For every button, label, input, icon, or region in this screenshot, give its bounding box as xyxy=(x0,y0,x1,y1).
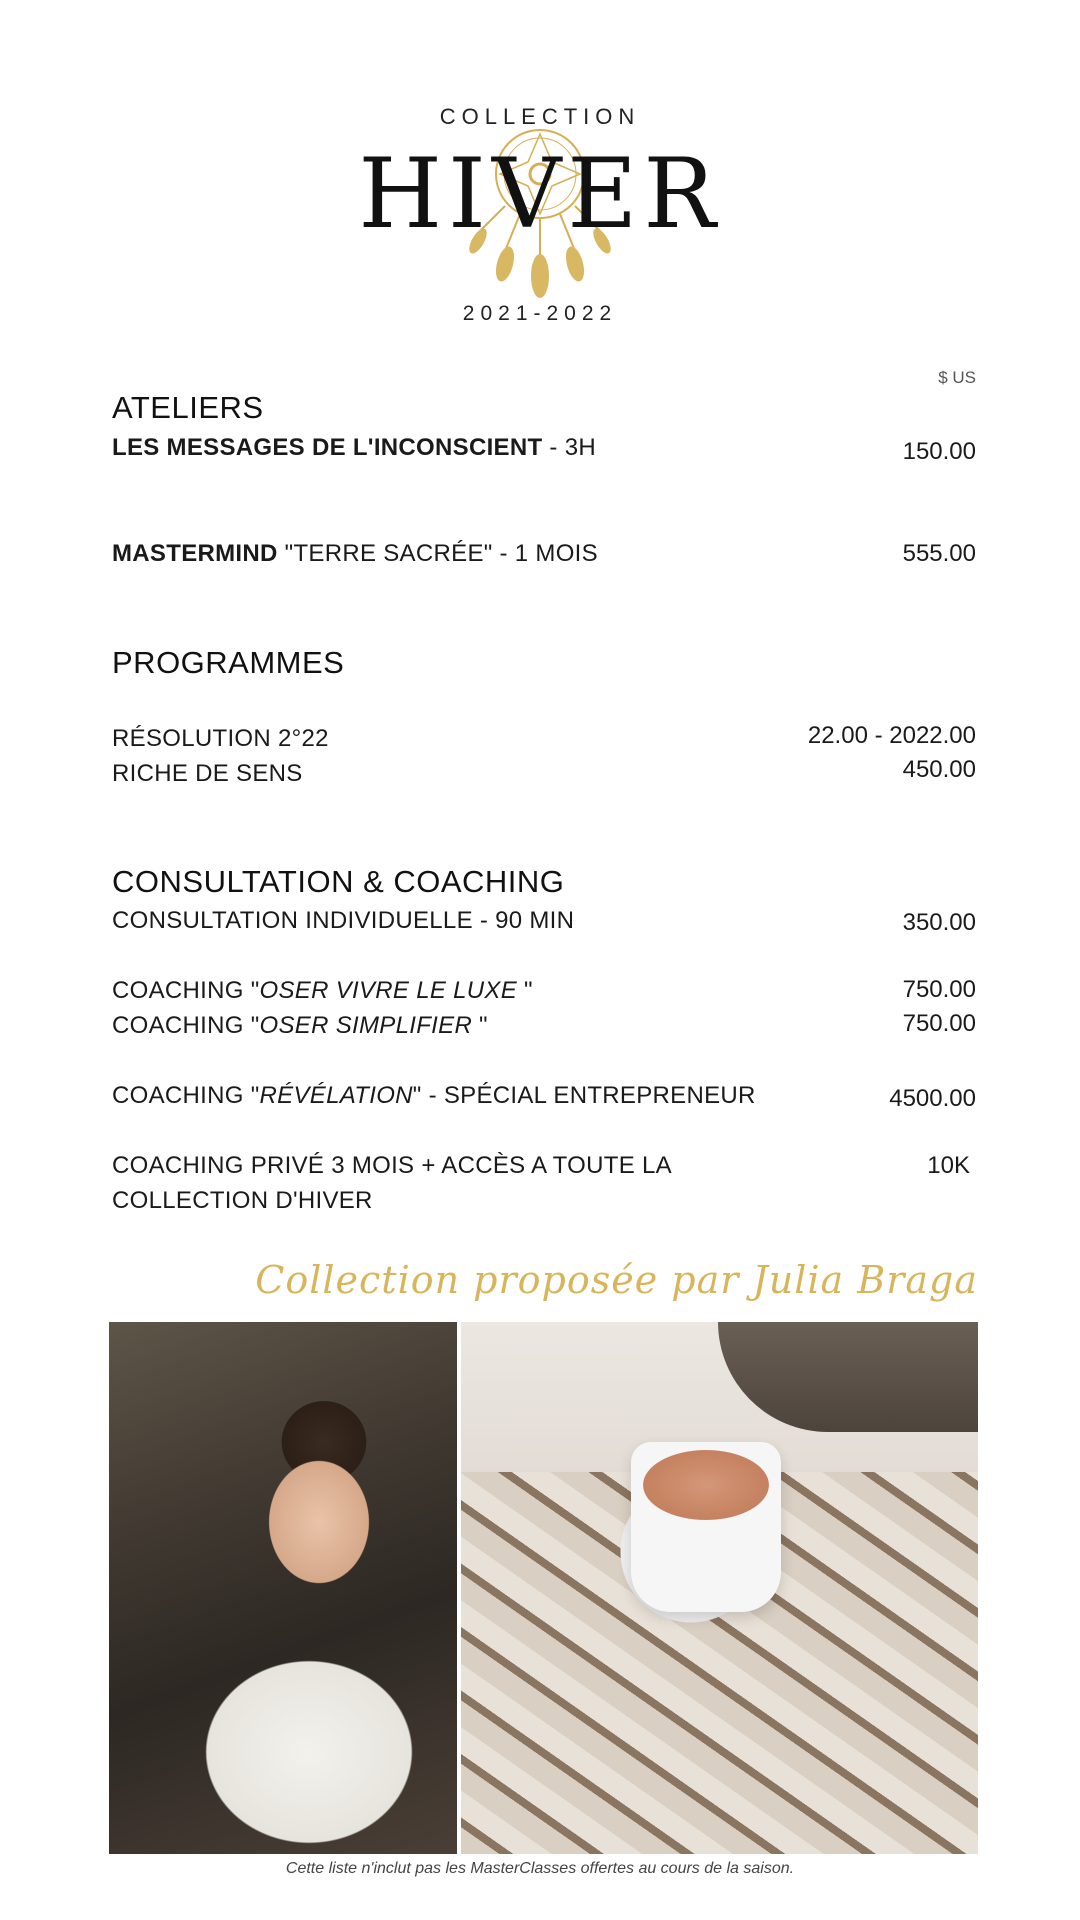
title-block xyxy=(0,126,1080,306)
atelier-item-price: 555.00 xyxy=(902,540,976,567)
programme-item-price: 22.00 - 2022.00 xyxy=(807,722,976,749)
coaching-item-label: CONSULTATION INDIVIDUELLE - 90 MIN xyxy=(112,907,575,934)
coaching-item-label: COACHING " xyxy=(112,1082,260,1109)
coaching-item-name: OSER VIVRE LE LUXE xyxy=(259,977,524,1004)
coaching-item xyxy=(112,1078,756,1113)
section-title-coaching: CONSULTATION & COACHING xyxy=(112,864,565,899)
coaching-item-name: OSER SIMPLIFIER xyxy=(259,1012,480,1039)
coaching-item xyxy=(112,973,533,1008)
atelier-item-detail: "TERRE SACRÉE" - 1 MOIS xyxy=(277,540,598,567)
atelier-item xyxy=(112,536,598,571)
cocoa-mug-photo xyxy=(461,1322,978,1854)
section-title-ateliers: ATELIERS xyxy=(112,390,264,425)
coaching-item-price: 4500.00 xyxy=(889,1085,976,1112)
coaching-item-suffix: " - SPÉCIAL ENTREPRENEUR xyxy=(412,1082,756,1109)
coaching-item-name: RÉVÉLATION xyxy=(259,1082,413,1109)
programme-item: RICHE DE SENS xyxy=(112,760,303,787)
collection-label: COLLECTION xyxy=(439,104,641,129)
season-years: 2021-2022 xyxy=(462,302,618,325)
private-coaching-line2: COLLECTION D'HIVER xyxy=(112,1187,373,1214)
programme-item: RÉSOLUTION 2°22 xyxy=(112,725,329,752)
private-coaching-item xyxy=(112,1148,672,1218)
footnote: Cette liste n'inclut pas les MasterClasses offertes au cours de la saison. xyxy=(285,1860,795,1877)
signature: Collection proposée par Julia Braga xyxy=(255,1258,978,1302)
currency-label: $ US xyxy=(938,368,976,387)
portrait-photo xyxy=(109,1322,457,1854)
programme-item-price: 450.00 xyxy=(902,756,976,783)
atelier-item-price: 150.00 xyxy=(902,438,976,465)
private-coaching-line1: COACHING PRIVÉ 3 MOIS + ACCÈS A TOUTE LA xyxy=(112,1152,672,1179)
cocoa-image xyxy=(643,1450,769,1520)
coaching-item-suffix: " xyxy=(479,1012,488,1039)
coaching-item-price: 750.00 xyxy=(902,976,976,1003)
coaching-item xyxy=(112,903,574,938)
atelier-item xyxy=(112,430,596,465)
private-coaching-price: 10K xyxy=(927,1152,970,1179)
coaching-item xyxy=(112,1008,488,1043)
coaching-item-label: COACHING " xyxy=(112,977,260,1004)
section-title-programmes: PROGRAMMES xyxy=(112,645,345,680)
atelier-item-name: MASTERMIND xyxy=(112,540,278,567)
coaching-item-label: COACHING " xyxy=(112,1012,260,1039)
coaching-item-suffix: " xyxy=(524,977,533,1004)
atelier-item-detail: - 3H xyxy=(542,434,596,461)
coaching-item-price: 750.00 xyxy=(902,1010,976,1037)
atelier-item-name: LES MESSAGES DE L'INCONSCIENT xyxy=(112,434,543,461)
collection-title: HIVER xyxy=(358,138,722,250)
coaching-item-price: 350.00 xyxy=(902,909,976,936)
